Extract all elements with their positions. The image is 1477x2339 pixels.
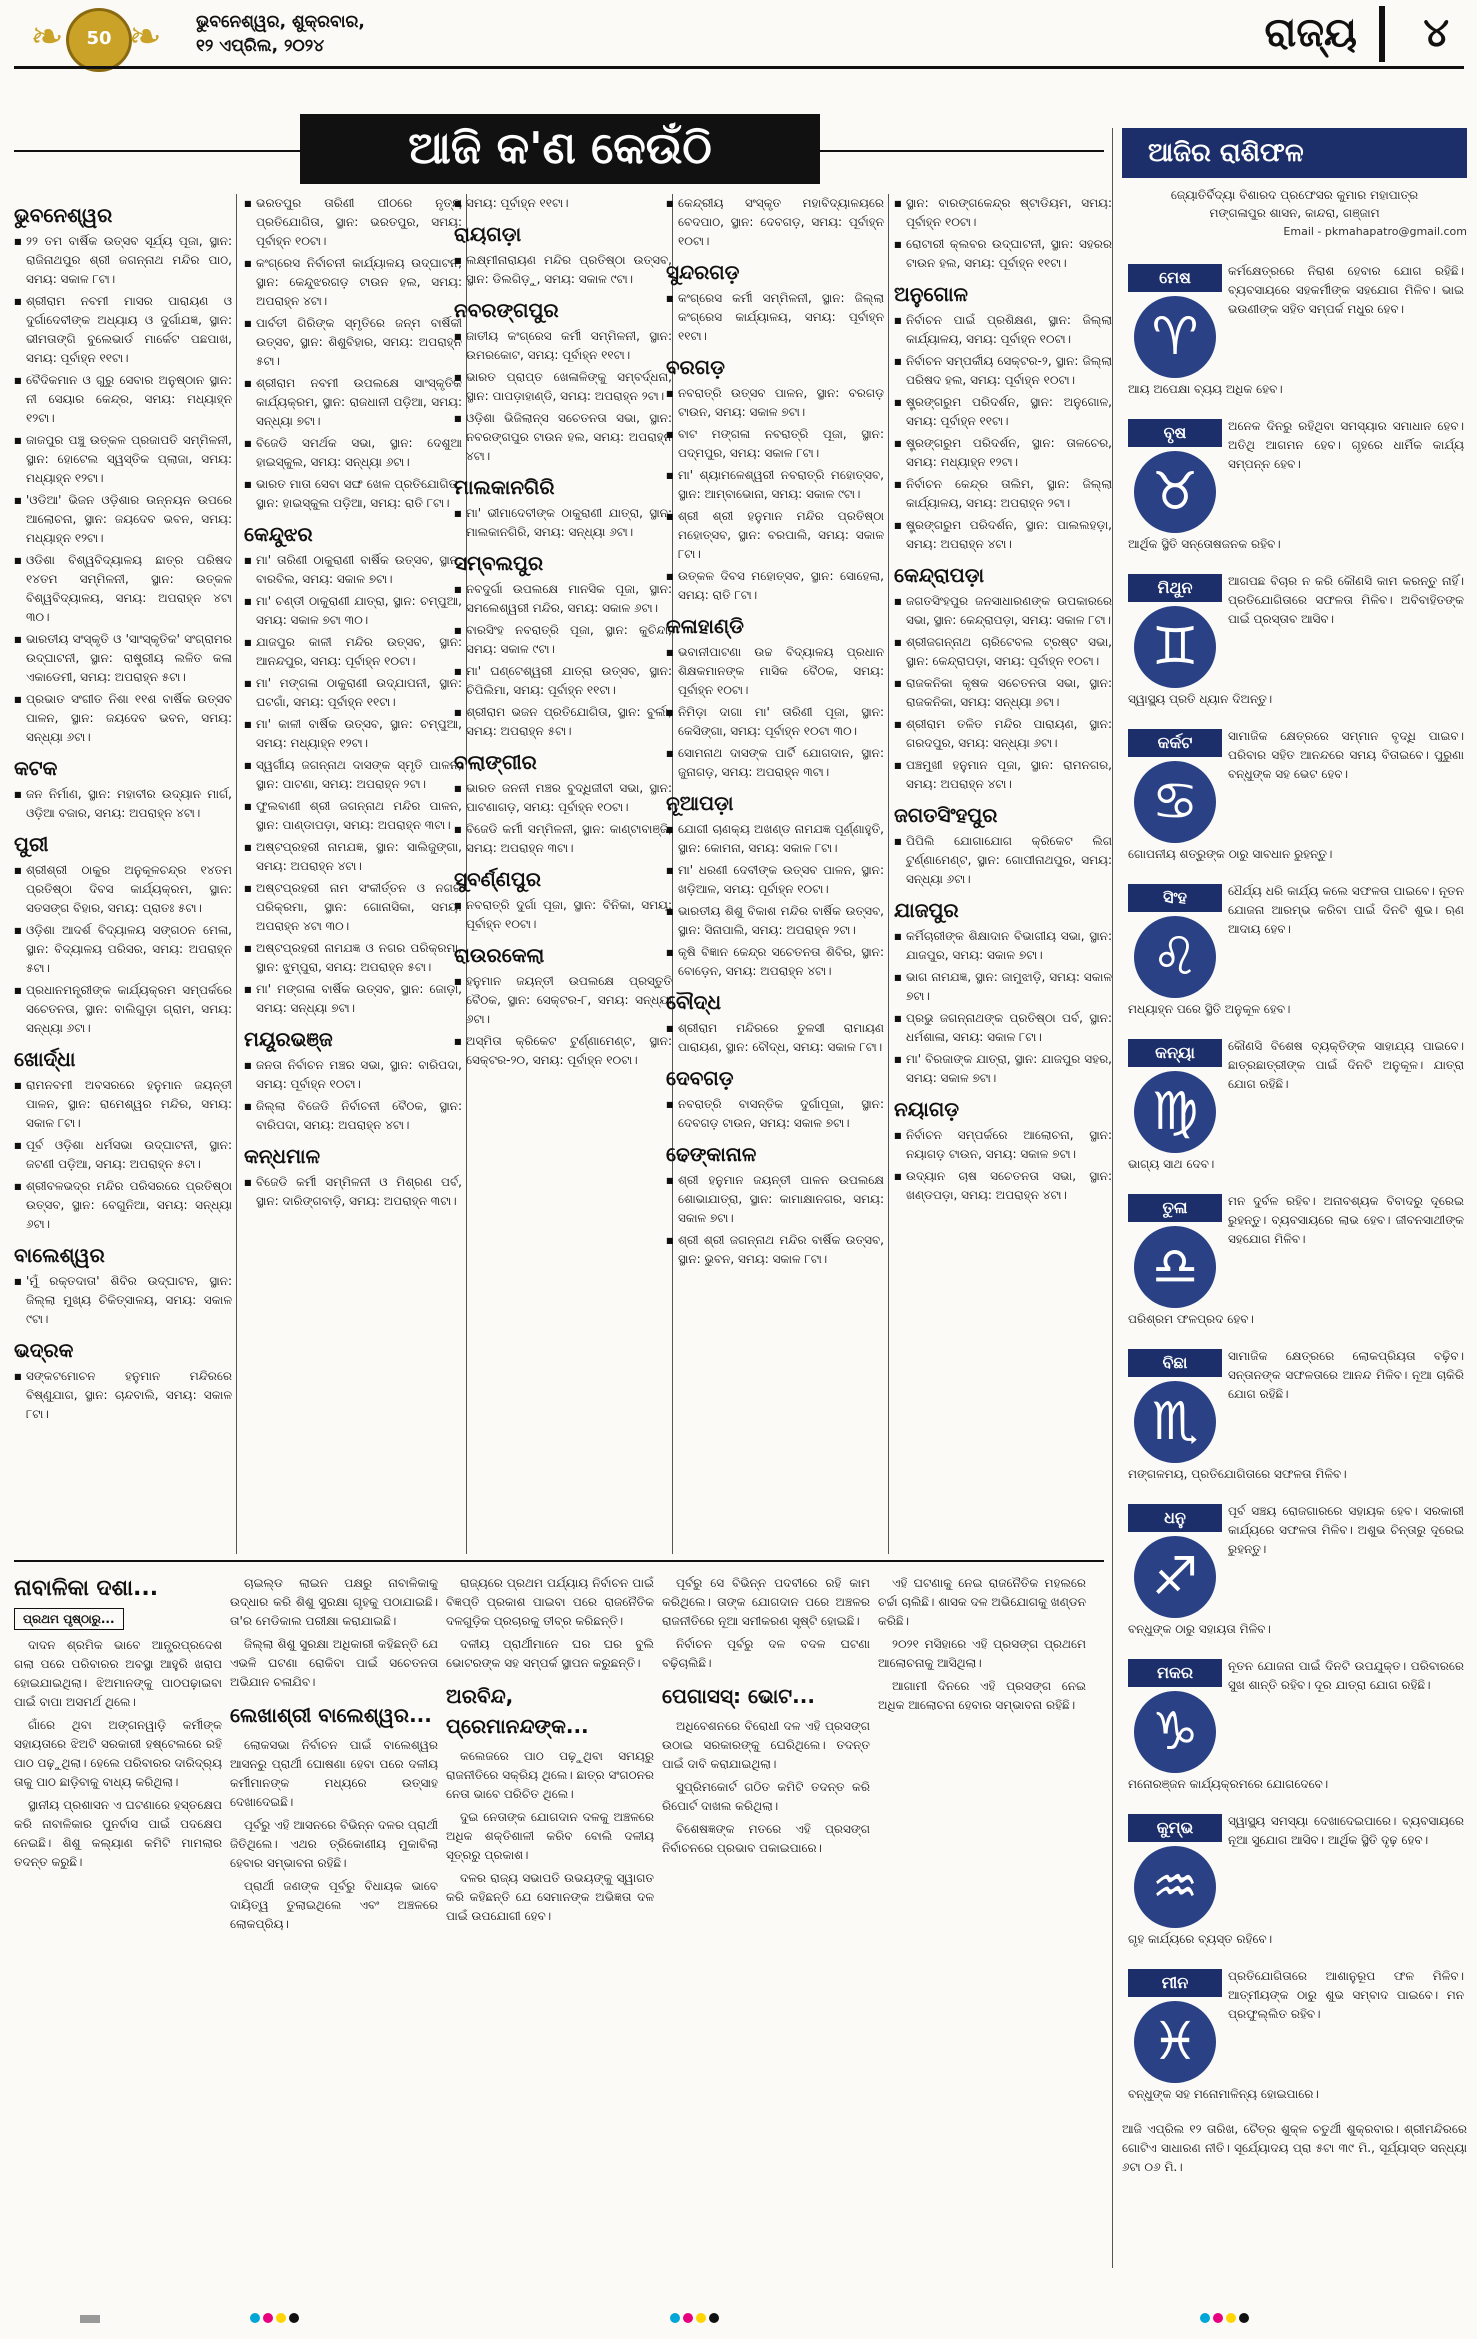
event-item: ■ ଭବାନୀପାଟଣା ଉଚ୍ଚ ବିଦ୍ୟାଳୟ ପ୍ରଧାନ ଶିକ୍ଷକମାନଙ୍କ ମାସିକ ବୈଠକ, ସମୟ: ପୂର୍ବାହ୍ନ ୧୦ଟା।	[666, 643, 884, 700]
city-heading: ପୁରୀ	[14, 832, 49, 856]
paragraph: କଲେଜରେ ପାଠ ପଢ଼ୁଥିବା ସମୟରୁ ରାଜନୀତିରେ ସକ୍ରିୟ ଥିଲେ। ଛାତ୍ର ସଂଗଠନର ନେତା ଭାବେ ପରିଚିତ ଥିଲେ।	[446, 1749, 654, 1801]
paragraph: ପୂର୍ବରୁ ସେ ବିଭିନ୍ନ ପଦବୀରେ ରହି କାମ କରିଥିଲେ। ତାଙ୍କ ଯୋଗଦାନ ପରେ ଅଞ୍ଚଳର ରାଜନୀତିରେ ନୂଆ ସମୀକରଣ ସୃଷ୍ଟି ହୋଇଛି।	[662, 1576, 870, 1628]
sign-prediction-extra: ଗୃହ କାର୍ଯ୍ୟରେ ବ୍ୟସ୍ତ ରହିବେ।	[1128, 1932, 1273, 1946]
print-footer	[0, 2290, 1477, 2339]
horoscope-sign	[1122, 260, 1467, 410]
zodiac-icon: ♒	[1134, 1846, 1216, 1928]
event-item: ■ ଜନ ନିର୍ମାଣ, ସ୍ଥାନ: ମହାବୀର ଉଦ୍ୟାନ ମାର୍ଗ, ଓଡ଼ିଆ ବଜାର, ସମୟ: ଅପରାହ୍ନ ୪ଟା।	[14, 785, 232, 823]
event-item: ■ ଶ୍ରୀଶ୍ରୀ ଠାକୁର ଅନୁକୂଳଚନ୍ଦ୍ର ୧୪ତମ ପ୍ରତିଷ୍ଠା ଦିବସ କାର୍ଯ୍ୟକ୍ରମ, ସ୍ଥାନ: ସତସଙ୍ଗ ବିହାର, ସମୟ: ପ୍ରାତଃ ୫ଟା।	[14, 861, 232, 918]
city-heading: କନ୍ଧମାଳ	[244, 1144, 321, 1168]
paragraph: ପ୍ରାର୍ଥୀ ଜଣଙ୍କ ପୂର୍ବରୁ ବିଧାୟକ ଭାବେ ଦାୟିତ୍ୱ ତୁଲାଇଥିଲେ ଏବଂ ଅଞ୍ଚଳରେ ଲୋକପ୍ରିୟ।	[230, 1879, 438, 1931]
horoscope-title: ଆଜିର ରାଶିଫଳ	[1122, 128, 1467, 178]
sign-prediction-extra: ସ୍ୱାସ୍ଥ୍ୟ ପ୍ରତି ଧ୍ୟାନ ଦିଅନ୍ତୁ।	[1128, 692, 1273, 706]
story-title: ନାବାଳିକା ଦଶା...	[14, 1576, 159, 1601]
story-body	[878, 1574, 1086, 1715]
horoscope-sign	[1122, 1345, 1467, 1495]
newspaper-logo	[22, 6, 172, 68]
sign-prediction-extra: ଆୟ ଅପେକ୍ଷା ବ୍ୟୟ ଅଧିକ ହେବ।	[1128, 382, 1283, 396]
city-heading: ଢେଙ୍କାନାଳ	[666, 1142, 757, 1166]
sign-name: ବୃଷ	[1128, 419, 1222, 447]
paragraph: ପୂର୍ବରୁ ଏହି ଆସନରେ ବିଭିନ୍ନ ଦଳର ପ୍ରାର୍ଥୀ ଜିତିଥିଲେ। ଏଥର ତ୍ରିକୋଣୀୟ ମୁକାବିଲା ହେବାର ସମ୍ଭାବନା ରହିଛି।	[230, 1818, 438, 1870]
zodiac-icon: ♓	[1134, 2001, 1216, 2083]
author-email: Email - pkmahapatro@gmail.com	[1283, 225, 1467, 238]
horoscope-author	[1122, 186, 1467, 222]
horoscope-sign	[1122, 1035, 1467, 1185]
anniversary-badge	[66, 8, 132, 72]
event-item: ■ ଭରତପୁର ତାରିଣୀ ପୀଠରେ ନୃତ୍ୟ ପ୍ରତିଯୋଗିତା, ସ୍ଥାନ: ଭରତପୁର, ସମୟ: ପୂର୍ବାହ୍ନ ୧୦ଟା।	[244, 194, 462, 251]
paragraph: ସୁପ୍ରିମକୋର୍ଟ ଗଠିତ କମିଟି ତଦନ୍ତ କରି ରିପୋର୍ଟ ଦାଖଲ କରିଥିଲା।	[662, 1780, 870, 1813]
paragraph: ରାଜ୍ୟରେ ପ୍ରଥମ ପର୍ଯ୍ୟାୟ ନିର୍ବାଚନ ପାଇଁ ବିଜ୍ଞପ୍ତି ପ୍ରକାଶ ପାଇବା ପରେ ରାଜନୈତିକ ଦଳଗୁଡ଼ିକ ପ୍ରଚାରକୁ ତୀବ୍ର କରିଛନ୍ତି।	[446, 1576, 654, 1628]
event-item: ■ ଶ୍ରୀରାମ ଭଜନ ପ୍ରତିଯୋଗିତା, ସ୍ଥାନ: ବୁର୍ଲା, ସମୟ: ଅପରାହ୍ନ ୫ଟା।	[454, 703, 672, 741]
sign-name: ମୀନ	[1128, 1969, 1222, 1997]
event-item: ■ ଭାରତୀୟ ଶିଶୁ ବିକାଶ ମନ୍ଦିର ବାର୍ଷିକ ଉତ୍ସବ, ସ୍ଥାନ: ସିନାପାଲି, ସମୟ: ଅପରାହ୍ନ ୨ଟା।	[666, 902, 884, 940]
event-item: ■ ନବଦୁର୍ଗା ଉପଲକ୍ଷେ ମାନସିକ ପୂଜା, ସ୍ଥାନ: ସମଲେଶ୍ୱରୀ ମନ୍ଦିର, ସମୟ: ସକାଳ ୬ଟା।	[454, 580, 672, 618]
top-rule	[14, 66, 1464, 69]
event-item: ■ ଜନତା ନିର୍ବାଚନ ମଞ୍ଚର ସଭା, ସ୍ଥାନ: ବାରିପଦା, ସମୟ: ପୂର୍ବାହ୍ନ ୧୦ଟା।	[244, 1056, 462, 1094]
sign-prediction: ଆଗପଛ ବିଚାର ନ କରି କୌଣସି କାମ କରନ୍ତୁ ନାହିଁ। ପ୍ରତିଯୋଗିତାରେ ସଫଳତା ମିଳିବ। ଅବିବାହିତଙ୍କ ପାଇଁ ପ୍ରସ୍ତାବ ଆସିବ।	[1228, 574, 1464, 626]
event-item: ■ କର୍ମିଚାରୀଙ୍କ ଶିକ୍ଷାଦାନ ବିଭାଗୀୟ ସଭା, ସ୍ଥାନ: ଯାଜପୁର, ସମୟ: ସକାଳ ୭ଟା।	[894, 927, 1112, 965]
continuation-column-1	[14, 1574, 222, 2274]
sign-prediction-extra: ବନ୍ଧୁଙ୍କ ଠାରୁ ସହାୟତା ମିଳିବ।	[1128, 1622, 1271, 1636]
color-dot	[1226, 2313, 1236, 2323]
sign-name: କୁମ୍ଭ	[1128, 1814, 1222, 1842]
column-divider	[888, 194, 889, 1554]
section-title: ରାଜ୍ୟ	[1264, 10, 1357, 56]
event-item: ■ ଭାରତ ପ୍ରାପ୍ତ ଖେଳାଳିଙ୍କୁ ସମ୍ବର୍ଦ୍ଧନା, ସ୍ଥାନ: ପାପଡ଼ାହାଣ୍ଡି, ସମୟ: ଅପରାହ୍ନ ୨ଟା।	[454, 368, 672, 406]
color-dot	[1239, 2313, 1249, 2323]
sign-prediction-extra: ଆର୍ଥିକ ସ୍ଥିତି ସନ୍ତୋଷଜନକ ରହିବ।	[1128, 537, 1281, 551]
events-column-2	[244, 194, 462, 1554]
sign-name: ମେଷ	[1128, 264, 1222, 292]
continued-label	[14, 1608, 222, 1630]
color-registration-marks	[670, 2308, 722, 2327]
color-dot	[289, 2313, 299, 2323]
continuation-column-3	[446, 1574, 654, 2274]
event-item: ■ ଓଡ଼ିଶା ଭିଜିଲାନ୍ସ ସଚେତନତା ସଭା, ସ୍ଥାନ: ନବରଙ୍ଗପୁର ଟାଉନ ହଲ, ସମୟ: ଅପରାହ୍ନ ୪ଟା।	[454, 409, 672, 466]
event-item: ■ ମା' କାଳୀ ବାର୍ଷିକ ଉତ୍ସବ, ସ୍ଥାନ: ଚମ୍ପୁଆ, ସମୟ: ମଧ୍ୟାହ୍ନ ୧୨ଟା।	[244, 715, 462, 753]
event-item: ■ ସୋମନାଥ ଦାସଙ୍କ ପାର୍ଟି ଯୋଗଦାନ, ସ୍ଥାନ: ଜୁନାଗଡ଼, ସମୟ: ଅପରାହ୍ନ ୩ଟା।	[666, 744, 884, 782]
sign-name: ସିଂହ	[1128, 884, 1222, 912]
sign-prediction: ନୂତନ ଯୋଜନା ପାଇଁ ଦିନଟି ଉପଯୁକ୍ତ। ପରିବାରରେ ସୁଖ ଶାନ୍ତି ରହିବ। ଦୂର ଯାତ୍ରା ଯୋଗ ରହିଛି।	[1228, 1659, 1464, 1692]
event-item: ■ ମା' ବିରଜାଙ୍କ ଯାତ୍ରା, ସ୍ଥାନ: ଯାଜପୁର ସହର, ସମୟ: ସକାଳ ୭ଟା।	[894, 1050, 1112, 1088]
events-column-3	[454, 194, 672, 1554]
event-item: ■ ଷ୍ଟ୍ରଙ୍ଗରୁମ ପରିଦର୍ଶନ, ସ୍ଥାନ: ପାଲଲହଡ଼ା, ସମୟ: ଅପରାହ୍ନ ୪ଟା।	[894, 516, 1112, 554]
city-heading: ବାଲେଶ୍ୱର	[14, 1243, 105, 1267]
story-body	[230, 1736, 438, 1934]
color-dot	[276, 2313, 286, 2323]
event-item: ■ ଶ୍ରୀରାମ ନବମୀ ଉପଲକ୍ଷେ ସାଂସ୍କୃତିକ କାର୍ଯ୍ୟକ୍ରମ, ସ୍ଥାନ: ରାଜଧାନୀ ପଡ଼ିଆ, ସମୟ: ସନ୍ଧ୍ୟା ୭ଟା।	[244, 374, 462, 431]
sign-prediction-extra: ମଙ୍ଗଳମୟ, ପ୍ରତିଯୋଗିତାରେ ସଫଳତା ମିଳିବ।	[1128, 1467, 1347, 1481]
laurel-left-icon: ❧	[30, 14, 64, 60]
masthead-divider	[1379, 6, 1385, 62]
event-item: ■ ଶ୍ରୀରାମ ତଳିତ ମନ୍ଦିର ପାରାୟଣ, ସ୍ଥାନ: ଗରଦପୁର, ସମୟ: ସନ୍ଧ୍ୟା ୬ଟା।	[894, 715, 1112, 753]
sign-prediction: ସାମାଜିକ କ୍ଷେତ୍ରରେ ସମ୍ମାନ ବୃଦ୍ଧି ପାଇବ। ପରିବାର ସହିତ ଆନନ୍ଦରେ ସମୟ ବିତାଇବେ। ପୁରୁଣା ବନ୍ଧୁଙ୍କ ସହ ଭେଟ ହେବ।	[1228, 729, 1464, 781]
event-item: ■ ମା' ମଙ୍ଗଳା ଠାକୁରାଣୀ ଉଦ୍‌ଯାପନୀ, ସ୍ଥାନ: ଘଟଗାଁ, ସମୟ: ପୂର୍ବାହ୍ନ ୧୧ଟା।	[244, 674, 462, 712]
event-item: ■ ନିମିଡ଼ା ଦାଗା ମା' ତାରିଣୀ ପୂଜା, ସ୍ଥାନ: କେସିଙ୍ଗା, ସମୟ: ପୂର୍ବାହ୍ନ ୧୦ଟା ୩୦।	[666, 703, 884, 741]
event-item: ■ ସଙ୍କଟମୋଚନ ହନୁମାନ ମନ୍ଦିରରେ ବିଷ୍ଣୁଯାଗ, ସ୍ଥାନ: ଚାନ୍ଦବାଲି, ସମୟ: ସକାଳ ୮ଟା।	[14, 1367, 232, 1424]
city-heading: ଅନୁଗୋଳ	[894, 282, 968, 306]
event-item: ■ ପ୍ରଭାତ ସଂଗୀତ ନିଶା ୧୧ଶ ବାର୍ଷିକ ଉତ୍ସବ ପାଳନ, ସ୍ଥାନ: ଜୟଦେବ ଭବନ, ସମୟ: ସନ୍ଧ୍ୟା ୬ଟା।	[14, 690, 232, 747]
zodiac-icon: ♈	[1134, 296, 1216, 378]
paragraph: ଗାଁରେ ଥିବା ଅଙ୍ଗନୱାଡ଼ି କର୍ମୀଙ୍କ ସହାୟତାରେ ଝିଅଟି ସରକାରୀ ହଷ୍ଟେଲରେ ରହି ପାଠ ପଢ଼ୁଥିଲା। ହେଲେ ପରିବାରର ଦାରିଦ୍ର୍ୟ ତାକୁ ପାଠ ଛାଡ଼ିବାକୁ ବାଧ୍ୟ କରିଥିଲା।	[14, 1718, 222, 1789]
color-dot	[670, 2313, 680, 2323]
sign-prediction: ସାମାଜିକ କ୍ଷେତ୍ରରେ ଲୋକପ୍ରିୟତା ବଢ଼ିବ। ସନ୍ତାନଙ୍କ ସଫଳତାରେ ଆନନ୍ଦ ମିଳିବ। ନୂଆ ଚାକିରି ଯୋଗ ରହିଛି।	[1228, 1349, 1464, 1401]
paragraph: ଜିଲ୍ଲା ଶିଶୁ ସୁରକ୍ଷା ଅଧିକାରୀ କହିଛନ୍ତି ଯେ ଏଭଳି ଘଟଣା ରୋକିବା ପାଇଁ ସଚେତନତା ଅଭିଯାନ ଚଳାଯିବ।	[230, 1637, 438, 1689]
city-heading: କେନ୍ଦ୍ରାପଡ଼ା	[894, 563, 985, 587]
event-item: ■ ଜଗତସିଂହପୁର ଜନସାଧାରଣଙ୍କ ଉପକାରରେ ସଭା, ସ୍ଥାନ: କେନ୍ଦ୍ରାପଡ଼ା, ସମୟ: ସକାଳ ୮ଟା।	[894, 592, 1112, 630]
event-item: ■ ନିର୍ବାଚନ ପାଇଁ ପ୍ରଶିକ୍ଷଣ, ସ୍ଥାନ: ଜିଲ୍ଲା କାର୍ଯ୍ୟାଳୟ, ସମୟ: ପୂର୍ବାହ୍ନ ୧୦ଟା।	[894, 311, 1112, 349]
event-item: ■ ଯୋଗୀ ଚାଣକ୍ୟ ଅଖଣ୍ଡ ନାମଯଜ୍ଞ ପୂର୍ଣ୍ଣାହୁତି, ସ୍ଥାନ: କୋମନା, ସମୟ: ସକାଳ ୮ଟା।	[666, 820, 884, 858]
event-item: ■ ଫୁଲବାଣୀ ଶ୍ରୀ ଜଗନ୍ନାଥ ମନ୍ଦିର ପାଳନ, ସ୍ଥାନ: ପାଣ୍ଡାପଡ଼ା, ସମୟ: ଅପରାହ୍ନ ୩ଟା।	[244, 797, 462, 835]
event-item: ■ ଶ୍ରୀରାମ ନବମୀ ମାସର ପାରାୟଣ ଓ ଦୁର୍ଗାଦେବୀଙ୍କ ଅଧ୍ୟାୟ ଓ ଦୁର୍ଗାଯଜ୍ଞ, ସ୍ଥାନ: ଭୀମତାଙ୍ଗି ବୁଲେଭାର୍ଡ ମାର୍କେଟ ପଛପାଖ, ସମୟ: ପୂର୍ବାହ୍ନ ୧୧ଟା।	[14, 292, 232, 368]
event-item: ■ ମା' ଭୀମାଦେବୀଙ୍କ ଠାକୁରାଣୀ ଯାତ୍ରା, ସ୍ଥାନ: ମାଲକାନଗିରି, ସମୟ: ସନ୍ଧ୍ୟା ୬ଟା।	[454, 504, 672, 542]
masthead	[0, 0, 1477, 72]
events-column-1	[14, 194, 232, 1554]
city-heading: ଖୋର୍ଦ୍ଧା	[14, 1047, 76, 1071]
event-item: ■ ରୋଟାରୀ କ୍ଲବର ଉଦ୍‌ଘାଟନୀ, ସ୍ଥାନ: ସହରର ଟାଉନ ହଲ, ସମୟ: ପୂର୍ବାହ୍ନ ୧୧ଟା।	[894, 235, 1112, 273]
horoscope-sign	[1122, 570, 1467, 720]
event-item: ■ ସମୟ: ପୂର୍ବାହ୍ନ ୧୧ଟା।	[454, 194, 672, 213]
city-heading: ଭଦ୍ରକ	[14, 1338, 74, 1362]
sign-prediction: କୌଣସି ବିଶେଷ ବ୍ୟକ୍ତିଙ୍କ ସାହାଯ୍ୟ ପାଇବେ। ଛାତ୍ରଛାତ୍ରୀଙ୍କ ପାଇଁ ଦିନଟି ଅନୁକୂଳ। ଯାତ୍ରା ଯୋଗ ରହିଛି।	[1228, 1039, 1464, 1091]
horoscope-sign	[1122, 880, 1467, 1030]
event-item: ■ ୨୨ ତମ ବାର୍ଷିକ ଉତ୍ସବ ସୂର୍ଯ୍ୟ ପୂଜା, ସ୍ଥାନ: ରାଜିନାଥପୁର ଶ୍ରୀ ଜଗନ୍ନାଥ ମନ୍ଦିର ପାଠ, ସମୟ: ସକାଳ ୮ଟା।	[14, 232, 232, 289]
sign-prediction: ମନ ଦୁର୍ବଳ ରହିବ। ଅନାବଶ୍ୟକ ବିବାଦରୁ ଦୂରେଇ ରୁହନ୍ତୁ। ବ୍ୟବସାୟରେ ଲାଭ ହେବ। ଜୀବନସାଥୀଙ୍କ ସହଯୋଗ ମିଳିବ।	[1228, 1194, 1464, 1246]
sign-prediction-extra: ବନ୍ଧୁଙ୍କ ସହ ମନୋମାଳିନ୍ୟ ହୋଇପାରେ।	[1128, 2087, 1319, 2101]
event-item: ■ ବାଟ ମଙ୍ଗଳା ନବରାତ୍ରି ପୂଜା, ସ୍ଥାନ: ପଦ୍ମପୁର, ସମୟ: ସକାଳ ୮ଟା।	[666, 425, 884, 463]
event-item: ■ ଓଡ଼ିଶା ଆଦର୍ଶ ବିଦ୍ୟାଳୟ ସଙ୍ଗଠନ ମେଳା, ସ୍ଥାନ: ବିଦ୍ୟାଳୟ ପରିସର, ସମୟ: ଅପରାହ୍ନ ୫ଟା।	[14, 921, 232, 978]
event-item: ■ ବୈଦିକମାନ ଓ ଗୁରୁ ସେବାର ଅନୁଷ୍ଠାନ ସ୍ଥାନ: ନୀ ସେୟାର କେନ୍ଦ୍ର, ସମୟ: ମଧ୍ୟାହ୍ନ ୧୨ଟା।	[14, 371, 232, 428]
event-item: ■ କେନ୍ଦ୍ରୀୟ ସଂସ୍କୃତ ମହାବିଦ୍ୟାଳୟରେ ବେଦପାଠ, ସ୍ଥାନ: ଦେବଗଡ଼, ସମୟ: ପୂର୍ବାହ୍ନ ୧୦ଟା।	[666, 194, 884, 251]
paragraph: ସ୍ଥାନୀୟ ପ୍ରଶାସନ ଏ ଘଟଣାରେ ହସ୍ତକ୍ଷେପ କରି ନାବାଳିକାର ପୁନର୍ବାସ ପାଇଁ ପଦକ୍ଷେପ ନେଇଛି। ଶିଶୁ କଲ୍ୟାଣ କମିଟି ମାମଲାର ତଦନ୍ତ କରୁଛି।	[14, 1798, 222, 1869]
event-item: ■ ରାମନବମୀ ଅବସରରେ ହନୁମାନ ଜୟନ୍ତୀ ପାଳନ, ସ୍ଥାନ: ରାମେଶ୍ୱର ମନ୍ଦିର, ସମୟ: ସକାଳ ୮ଟା।	[14, 1076, 232, 1133]
events-column-5	[894, 194, 1112, 1554]
event-item: ■ ପ୍ରଭୁ ଜଗନ୍ନାଥଙ୍କ ପ୍ରତିଷ୍ଠା ପର୍ବ, ସ୍ଥାନ: ଧର୍ମଶାଳା, ସମୟ: ସକାଳ ୮ଟା।	[894, 1009, 1112, 1047]
story-body	[662, 1717, 870, 1858]
story-heading: ଲେଖାଶ୍ରୀ ବାଲେଶ୍ୱର...	[230, 1703, 432, 1727]
event-item: ■ ଭାରତ ମାତା ସେବା ସଙ୍ଘ ଖେଳ ପ୍ରତିଯୋଗିତା, ସ୍ଥାନ: ହାଇସ୍କୁଲ ପଡ଼ିଆ, ସମୟ: ରାତି ୮ଟା।	[244, 475, 462, 513]
continuation-column-5	[878, 1574, 1086, 2274]
event-item: ■ ଶ୍ରୀବଳଭଦ୍ର ମନ୍ଦିର ପରିସରରେ ପ୍ରତିଷ୍ଠା ଉତ୍ସବ, ସ୍ଥାନ: ବେଗୁନିଆ, ସମୟ: ସନ୍ଧ୍ୟା ୬ଟା।	[14, 1177, 232, 1234]
city-heading: ନବରଙ୍ଗପୁର	[454, 298, 559, 322]
event-item: ■ ଷ୍ଟ୍ରଙ୍ଗରୁମ ପରିଦର୍ଶନ, ସ୍ଥାନ: ତାଳଚେର, ସମୟ: ମଧ୍ୟାହ୍ନ ୧୨ଟା।	[894, 434, 1112, 472]
event-item: ■ ନିର୍ବାଚନ ସମ୍ପର୍କରେ ଆଲୋଚନା, ସ୍ଥାନ: ନୟାଗଡ଼ ଟାଉନ, ସମୟ: ସକାଳ ୭ଟା।	[894, 1126, 1112, 1164]
sign-prediction: କର୍ମକ୍ଷେତ୍ରରେ ନିରାଶ ହେବାର ଯୋଗ ରହିଛି। ବ୍ୟବସାୟରେ ସହକର୍ମୀଙ୍କ ସହଯୋଗ ମିଳିବ। ଭାଇ ଭଉଣୀଙ୍କ ସହିତ ସମ୍ପର୍କ ମଧୁର ହେବ।	[1228, 264, 1464, 316]
city-heading: ବଲାଙ୍ଗୀର	[454, 750, 537, 774]
city-heading: ସୁବର୍ଣ୍ଣପୁର	[454, 867, 542, 891]
story-body	[446, 1747, 654, 1926]
city-heading: ବରଗଡ଼	[666, 355, 725, 379]
city-heading: ଦେବଗଡ଼	[666, 1066, 734, 1090]
author-name: ଜ୍ୟୋତିର୍ବିଦ୍ୟା ବିଶାରଦ ପ୍ରଫେସର କୁମାର ମହାପାତ୍ର	[1170, 188, 1419, 202]
color-dot	[250, 2313, 260, 2323]
paragraph: ଆଗାମୀ ଦିନରେ ଏହି ପ୍ରସଙ୍ଗ ନେଇ ଅଧିକ ଆଲୋଚନା ହେବାର ସମ୍ଭାବନା ରହିଛି।	[878, 1679, 1086, 1712]
event-item: ■ ଜିଲ୍ଲା ବିଜେଡି ନିର୍ବାଚନୀ ବୈଠକ, ସ୍ଥାନ: ବାରିପଦା, ସମୟ: ଅପରାହ୍ନ ୪ଟା।	[244, 1097, 462, 1135]
paragraph: ଦାଦନ ଶ୍ରମିକ ଭାବେ ଆନ୍ଧ୍ରପ୍ରଦେଶ ଗଲା ପରେ ପରିବାରର ଅବସ୍ଥା ଆହୁରି ଖରାପ ହୋଇଯାଇଥିଲା। ଝିଅମାନଙ୍କୁ ପାଠପଢ଼ାଇବା ପାଇଁ ବାପା ଅସମର୍ଥ ଥିଲେ।	[14, 1638, 222, 1709]
sign-prediction: ସ୍ୱାସ୍ଥ୍ୟ ସମସ୍ୟା ଦେଖାଦେଇପାରେ। ବ୍ୟବସାୟରେ ନୂଆ ସୁଯୋଗ ଆସିବ। ଆର୍ଥିକ ସ୍ଥିତି ଦୃଢ଼ ହେବ।	[1228, 1814, 1464, 1847]
horoscope-sign	[1122, 1655, 1467, 1805]
paragraph: ଦଳର ରାଜ୍ୟ ସଭାପତି ଉଭୟଙ୍କୁ ସ୍ୱାଗତ କରି କହିଛନ୍ତି ଯେ ସେମାନଙ୍କ ଅଭିଜ୍ଞତା ଦଳ ପାଇଁ ଉପଯୋଗୀ ହେବ।	[446, 1871, 654, 1923]
event-item: ■ କଂଗ୍ରେସ କର୍ମୀ ସମ୍ମିଳନୀ, ସ୍ଥାନ: ଜିଲ୍ଲା କଂଗ୍ରେସ କାର୍ଯ୍ୟାଳୟ, ସମୟ: ପୂର୍ବାହ୍ନ ୧୧ଟା।	[666, 289, 884, 346]
event-item: ■ ପିପିଲି ଯୋଗାଯୋଗ କ୍ରିକେଟ ଲିଗ ଟୁର୍ଣ୍ଣାମେଣ୍ଟ, ସ୍ଥାନ: ଗୋପୀନାଥପୁର, ସମୟ: ସନ୍ଧ୍ୟା ୬ଟା।	[894, 832, 1112, 889]
event-item: ■ ନବରାତ୍ରି ଉତ୍ସବ ପାଳନ, ସ୍ଥାନ: ବରଗଡ଼ ଟାଉନ, ସମୟ: ସକାଳ ୭ଟା।	[666, 384, 884, 422]
event-item: ■ ଅଷ୍ଟପ୍ରହରୀ ନାମଯଜ୍ଞ ଓ ନଗର ପରିକ୍ରମା, ସ୍ଥାନ: ଝୁମ୍ପୁରା, ସମୟ: ଅପରାହ୍ନ ୫ଟା।	[244, 939, 462, 977]
continuation-column-2	[230, 1574, 438, 2274]
event-item: ■ 'ଓଡିଆ' ଭିଜନ ଓଡ଼ିଶାର ଉନ୍ନୟନ ଉପରେ ଆଲୋଚନା, ସ୍ଥାନ: ଜୟଦେବ ଭବନ, ସମୟ: ମଧ୍ୟାହ୍ନ ୧୨ଟା।	[14, 491, 232, 548]
paragraph: ଦୁଇ ନେତାଙ୍କ ଯୋଗଦାନ ଦଳକୁ ଅଞ୍ଚଳରେ ଅଧିକ ଶକ୍ତିଶାଳୀ କରିବ ବୋଲି ଦଳୀୟ ସୂତ୍ରରୁ ପ୍ରକାଶ।	[446, 1810, 654, 1862]
horoscope-sign	[1122, 1190, 1467, 1340]
zodiac-icon: ♑	[1134, 1691, 1216, 1773]
event-item: ■ ବିଜେଡି କର୍ମୀ ସମ୍ମିଳନୀ ଓ ମିଶ୍ରଣ ପର୍ବ, ସ୍ଥାନ: ଦାରିଙ୍ଗବାଡ଼ି, ସମୟ: ଅପରାହ୍ନ ୩ଟା।	[244, 1173, 462, 1211]
event-item: ■ ମା' ମଙ୍ଗଳା ବାର୍ଷିକ ଉତ୍ସବ, ସ୍ଥାନ: ଜୋଡ଼ା, ସମୟ: ସନ୍ଧ୍ୟା ୭ଟା।	[244, 980, 462, 1018]
event-item: ■ ରାଜକନିକା କୃଷକ ସଚେତନତା ସଭା, ସ୍ଥାନ: ରାଜକନିକା, ସମୟ: ସନ୍ଧ୍ୟା ୬ଟା।	[894, 674, 1112, 712]
zodiac-icon: ♐	[1134, 1536, 1216, 1618]
horoscope-sidebar	[1122, 128, 1467, 2258]
horoscope-sign	[1122, 1965, 1467, 2115]
registration-mark	[80, 2308, 103, 2327]
event-item: ■ ଶ୍ରୀରାମ ମନ୍ଦିରରେ ତୁଳସୀ ରାମାୟଣ ପାରାୟଣ, ସ୍ଥାନ: ବୌଦ୍ଧ, ସମୟ: ସକାଳ ୮ଟା।	[666, 1019, 884, 1057]
horoscope-sign	[1122, 415, 1467, 565]
paragraph: ଦଳୀୟ ପ୍ରାର୍ଥୀମାନେ ଘର ଘର ବୁଲି ଭୋଟରଙ୍କ ସହ ସମ୍ପର୍କ ସ୍ଥାପନ କରୁଛନ୍ତି।	[446, 1637, 654, 1670]
event-item: ■ ବିଜେଡି କର୍ମୀ ସମ୍ମିଳନୀ, ସ୍ଥାନ: କାଣ୍ଟାବାଞ୍ଜି, ସମୟ: ଅପରାହ୍ନ ୩ଟା।	[454, 820, 672, 858]
event-item: ■ ବାରସିଂହ ନବରାତ୍ରି ପୂଜା, ସ୍ଥାନ: କୁଚିନ୍ଦା, ସମୟ: ସକାଳ ୯ଟା।	[454, 621, 672, 659]
zodiac-icon: ♊	[1134, 606, 1216, 688]
zodiac-icon: ♍	[1134, 1071, 1216, 1153]
paragraph: ବିଶେଷଜ୍ଞଙ୍କ ମତରେ ଏହି ପ୍ରସଙ୍ଗ ନିର୍ବାଚନରେ ପ୍ରଭାବ ପକାଇପାରେ।	[662, 1822, 870, 1855]
event-item: ■ ପଞ୍ଚମୁଖୀ ହନୁମାନ ପୂଜା, ସ୍ଥାନ: ରାମନଗର, ସମୟ: ଅପରାହ୍ନ ୪ଟା।	[894, 756, 1112, 794]
city-heading: କେନ୍ଦୁଝର	[244, 522, 313, 546]
sign-prediction-extra: ମଧ୍ୟାହ୍ନ ପରେ ସ୍ଥିତି ଅନୁକୂଳ ହେବ।	[1128, 1002, 1291, 1016]
event-item: ■ ସ୍ଥାନ: ବାରଙ୍ଗକେନ୍ଦ୍ର ଷ୍ଟାଡିୟମ, ସମୟ: ପୂର୍ବାହ୍ନ ୧୦ଟା।	[894, 194, 1112, 232]
column-divider	[236, 194, 237, 1554]
badge-number: 50	[86, 28, 112, 49]
story-heading	[14, 1574, 222, 1604]
color-dot	[263, 2313, 273, 2323]
event-item: ■ ପୂର୍ବ ଓଡ଼ିଶା ଧର୍ମସଭା ଉଦ୍‌ଘାଟନୀ, ସ୍ଥାନ: ଜଟଣୀ ପଡ଼ିଆ, ସମୟ: ଅପରାହ୍ନ ୫ଟା।	[14, 1136, 232, 1174]
event-item: ■ ପାର୍ବତୀ ଗିରିଙ୍କ ସ୍ମୃତିରେ ଜନ୍ମ ବାର୍ଷିକୀ ଉତ୍ସବ, ସ୍ଥାନ: ଶିଶୁବିହାର, ସମୟ: ଅପରାହ୍ନ ୫ଟା।	[244, 314, 462, 371]
sign-name: ବିଛା	[1128, 1349, 1222, 1377]
sign-prediction-extra: ଭାଗ୍ୟ ସାଥ ଦେବ।	[1128, 1157, 1215, 1171]
continuation-rule	[14, 1560, 1104, 1562]
paragraph: ଚାଇଲ୍ଡ ଲାଇନ ପକ୍ଷରୁ ନାବାଳିକାକୁ ଉଦ୍ଧାର କରି ଶିଶୁ ସୁରକ୍ଷା ଗୃହକୁ ପଠାଯାଇଛି। ତା'ର ମେଡିକାଲ ପରୀକ୍ଷା କରାଯାଇଛି।	[230, 1576, 438, 1628]
author-place: ମଙ୍ଗଳାପୁର ଶାସନ, କାନ୍ଦରା, ଗଞ୍ଜାମ	[1209, 206, 1380, 220]
sign-name: ମିଥୁନ	[1128, 574, 1222, 602]
event-item: ■ ବିଜେଡି ସମର୍ଥକ ସଭା, ସ୍ଥାନ: ଦେଶୁଆ ହାଇସ୍କୁଲ, ସମୟ: ସନ୍ଧ୍ୟା ୬ଟା।	[244, 434, 462, 472]
story-heading: ପେଗାସସ୍‌: ଭୋଟ...	[662, 1684, 815, 1708]
sign-prediction: ଅନେକ ଦିନରୁ ରହିଥିବା ସମସ୍ୟାର ସମାଧାନ ହେବ। ଅତିଥି ଆଗମନ ହେବ। ଗୃହରେ ଧାର୍ମିକ କାର୍ଯ୍ୟ ସମ୍ପନ୍ନ ହେବ।	[1228, 419, 1464, 471]
event-item: ■ ଅଷ୍ଟପ୍ରହରୀ ନାମଯଜ୍ଞ, ସ୍ଥାନ: ସାଲିଜୁଙ୍ଗା, ସମୟ: ଅପରାହ୍ନ ୪ଟା।	[244, 838, 462, 876]
event-item: ■ ସ୍ୱର୍ଗୀୟ ଜଗନ୍ନାଥ ଦାସଙ୍କ ସ୍ମୃତି ପାଳନ, ସ୍ଥାନ: ପାଟଣା, ସମୟ: ଅପରାହ୍ନ ୨ଟା।	[244, 756, 462, 794]
event-item: ■ ଅଷ୍ଟପ୍ରହରୀ ନାମ ସଂକୀର୍ତ୍ତନ ଓ ନଗର ପରିକ୍ରମା, ସ୍ଥାନ: ଗୋନାସିକା, ସମୟ: ଅପରାହ୍ନ ୪ଟା ୩୦।	[244, 879, 462, 936]
event-item: ■ ଶ୍ରୀ ଶ୍ରୀ ହନୁମାନ ମନ୍ଦିର ପ୍ରତିଷ୍ଠା ମହୋତ୍ସବ, ସ୍ଥାନ: ବରପାଲି, ସମୟ: ସକାଳ ୮ଟା।	[666, 507, 884, 564]
city-heading: ଭୁବନେଶ୍ୱର	[14, 203, 113, 227]
sign-prediction: ପୂର୍ବ ସଞ୍ଚୟ ରୋଜଗାରରେ ସହାୟକ ହେବ। ସରକାରୀ କାର୍ଯ୍ୟରେ ସଫଳତା ମିଳିବ। ଅଶୁଭ ଚିନ୍ତାରୁ ଦୂରେଇ ରୁହନ୍ତୁ।	[1228, 1504, 1464, 1556]
paragraph: ୨୦୨୧ ମସିହାରେ ଏହି ପ୍ରସଙ୍ଗ ପ୍ରଥମେ ଆଲୋଚନାକୁ ଆସିଥିଲା।	[878, 1637, 1086, 1670]
event-item: ■ ନବରାତ୍ରି ଦୁର୍ଗା ପୂଜା, ସ୍ଥାନ: ବିନିକା, ସମୟ: ପୂର୍ବାହ୍ନ ୧୦ଟା।	[454, 896, 672, 934]
zodiac-icon: ♏	[1134, 1381, 1216, 1463]
event-item: ■ ଅସ୍ମିତା କ୍ରିକେଟ ଟୁର୍ଣ୍ଣାମେଣ୍ଟ, ସ୍ଥାନ: ସେକ୍ଟର-୨୦, ସମୟ: ପୂର୍ବାହ୍ନ ୧୦ଟା।	[454, 1032, 672, 1070]
city-heading: କଳାହାଣ୍ଡି	[666, 614, 744, 638]
color-registration-marks	[250, 2308, 302, 2327]
continuation-column-4	[662, 1574, 870, 2274]
zodiac-icon: ♎	[1134, 1226, 1216, 1308]
event-item: ■ ମା' ଘଣ୍ଟେଶ୍ୱରୀ ଯାତ୍ରା ଉତ୍ସବ, ସ୍ଥାନ: ଚିପିଲିମା, ସମୟ: ପୂର୍ବାହ୍ନ ୧୧ଟା।	[454, 662, 672, 700]
event-item: ■ ନିର୍ବାଚନ କେନ୍ଦ୍ର ତାଲିମ, ସ୍ଥାନ: ଜିଲ୍ଲା କାର୍ଯ୍ୟାଳୟ, ସମୟ: ଅପରାହ୍ନ ୨ଟା।	[894, 475, 1112, 513]
paragraph: ଅଧିବେଶନରେ ବିରୋଧୀ ଦଳ ଏହି ପ୍ରସଙ୍ଗ ଉଠାଇ ସରକାରଙ୍କୁ ଘେରିଥିଲେ। ତଦନ୍ତ ପାଇଁ ଦାବି କରାଯାଇଥିଲା।	[662, 1719, 870, 1771]
dateline-date: ୧୨ ଏପ୍ରିଲ, ୨୦୨୪	[196, 36, 325, 56]
events-banner: ଆଜି କ'ଣ କେଉଁଠି	[300, 114, 820, 184]
event-item: ■ ପ୍ରଧାନମନ୍ତ୍ରୀଙ୍କ କାର୍ଯ୍ୟକ୍ରମ ସମ୍ପର୍କରେ ସଚେତନତା, ସ୍ଥାନ: ବାଲିଗୁଡ଼ା ଗ୍ରାମ, ସମୟ: ସନ୍ଧ୍ୟା ୬ଟା।	[14, 981, 232, 1038]
event-item: ■ ମା' ଶ୍ୟାମଳେଶ୍ୱରୀ ନବରାତ୍ରି ମହୋତ୍ସବ, ସ୍ଥାନ: ଆମ୍ବାଭୋନା, ସମୟ: ସକାଳ ୯ଟା।	[666, 466, 884, 504]
zodiac-icon: ♌	[1134, 916, 1216, 998]
event-item: ■ ଶ୍ରୀଜଗନ୍ନାଥ ଚାରିଟେବଲ ଟ୍ରଷ୍ଟ ସଭା, ସ୍ଥାନ: କେନ୍ଦ୍ରାପଡ଼ା, ସମୟ: ପୂର୍ବାହ୍ନ ୧୦ଟା।	[894, 633, 1112, 671]
city-heading: ବୌଦ୍ଧ	[666, 990, 721, 1014]
sign-prediction-extra: ଗୋପନୀୟ ଶତ୍ରୁଙ୍କ ଠାରୁ ସାବଧାନ ରୁହନ୍ତୁ।	[1128, 847, 1333, 861]
sidebar-divider	[1112, 128, 1113, 2268]
horoscope-sign	[1122, 1500, 1467, 1650]
paragraph: ନିର୍ବାଚନ ପୂର୍ବରୁ ଦଳ ବଦଳ ଘଟଣା ବଢ଼ିଚାଲିଛି।	[662, 1637, 870, 1670]
sign-name: କର୍କଟ	[1128, 729, 1222, 757]
sign-name: କନ୍ୟା	[1128, 1039, 1222, 1067]
events-column-4	[666, 194, 884, 1554]
city-heading: ଯାଜପୁର	[894, 898, 959, 922]
story-body	[446, 1574, 654, 1673]
city-heading: ମୟୂରଭଞ୍ଜ	[244, 1027, 333, 1051]
city-heading: କଟକ	[14, 756, 58, 780]
laurel-right-icon: ❧	[128, 14, 162, 60]
story-body	[662, 1574, 870, 1673]
event-item: ■ ମା' ଧରଣୀ ଦେବୀଙ୍କ ଉତ୍ସବ ପାଳନ, ସ୍ଥାନ: ଖଡ଼ିଆଳ, ସମୟ: ପୂର୍ବାହ୍ନ ୧୦ଟା।	[666, 861, 884, 899]
story-heading: ଅରବିନ୍ଦ, ପ୍ରେମାନନ୍ଦଙ୍କ...	[446, 1684, 589, 1738]
sign-prediction-extra: ମନୋରଞ୍ଜନ କାର୍ଯ୍ୟକ୍ରମରେ ଯୋଗଦେବେ।	[1128, 1777, 1329, 1791]
event-item: ■ ଉତ୍କଳ ଦିବସ ମହୋତ୍ସବ, ସ୍ଥାନ: ସୋହେଲା, ସମୟ: ରାତି ୮ଟା।	[666, 567, 884, 605]
city-heading: ରାଉରକେଲା	[454, 943, 545, 967]
city-heading: ସୁନ୍ଦରଗଡ଼	[666, 260, 740, 284]
color-dot	[683, 2313, 693, 2323]
paragraph: ଏହି ଘଟଣାକୁ ନେଇ ରାଜନୈତିକ ମହଲରେ ଚର୍ଚ୍ଚା ଚାଲିଛି। ଶାସକ ଦଳ ଅଭିଯୋଗକୁ ଖଣ୍ଡନ କରିଛି।	[878, 1576, 1086, 1628]
paragraph: ଲୋକସଭା ନିର୍ବାଚନ ପାଇଁ ବାଲେଶ୍ୱର ଆସନରୁ ପ୍ରାର୍ଥୀ ଘୋଷଣା ହେବା ପରେ ଦଳୀୟ କର୍ମୀମାନଙ୍କ ମଧ୍ୟରେ ଉତ୍ସାହ ଦେଖାଦେଇଛି।	[230, 1738, 438, 1809]
sign-prediction-extra: ପରିଶ୍ରମ ଫଳପ୍ରଦ ହେବ।	[1128, 1312, 1254, 1326]
event-item: ■ ନିର୍ବାଚନ ସମ୍ପର୍କୀୟ ସେକ୍ଟର-୨, ସ୍ଥାନ: ଜିଲ୍ଲା ପରିଷଦ ହଲ, ସମୟ: ପୂର୍ବାହ୍ନ ୧୦ଟା।	[894, 352, 1112, 390]
event-item: ■ ହନୁମାନ ଜୟନ୍ତୀ ଉପଲକ୍ଷେ ପ୍ରସ୍ତୁତି ବୈଠକ, ସ୍ଥାନ: ସେକ୍ଟର-୮, ସମୟ: ସନ୍ଧ୍ୟା ୬ଟା।	[454, 972, 672, 1029]
event-item: ■ ଶ୍ରୀ ଶ୍ରୀ ଜଗନ୍ନାଥ ମନ୍ଦିର ବାର୍ଷିକ ଉତ୍ସବ, ସ୍ଥାନ: ଭୁବନ, ସମୟ: ସକାଳ ୮ଟା।	[666, 1231, 884, 1269]
city-heading: ନୂଆପଡ଼ା	[666, 791, 734, 815]
panchang-text: ଆଜି ଏପ୍ରିଲ ୧୨ ତାରିଖ, ଚୈତ୍ର ଶୁକ୍ଳ ଚତୁର୍ଥୀ ଶୁକ୍ରବାର। ଶ୍ରୀମନ୍ଦିରରେ ଗୋଟିଏ ସାଧାରଣ ନୀତି। ସୂର୍ଯ୍ୟୋଦୟ ପ୍ରା ୫ଟା ୩୯ ମି., ସୂର୍ଯ୍ୟାସ୍ତ ସନ୍ଧ୍ୟା ୬ଟା ୦୬ ମି.।	[1122, 2122, 1467, 2174]
sign-prediction: ପ୍ରତିଯୋଗିତାରେ ଆଶାନୁରୂପ ଫଳ ମିଳିବ। ଆତ୍ମୀୟଙ୍କ ଠାରୁ ଶୁଭ ସମ୍ବାଦ ପାଇବେ। ମନ ପ୍ରଫୁଲ୍ଲିତ ରହିବ।	[1228, 1969, 1464, 2021]
city-heading: ମାଲକାନଗିରି	[454, 475, 555, 499]
zodiac-icon: ♋	[1134, 761, 1216, 843]
city-heading: ସମ୍ବଲପୁର	[454, 551, 544, 575]
event-item: ■ କଂଗ୍ରେସ ନିର୍ବାଚନୀ କାର୍ଯ୍ୟାଳୟ ଉଦ୍‌ଘାଟନ, ସ୍ଥାନ: କେନ୍ଦୁଝରଗଡ଼ ଟାଉନ ହଲ, ସମୟ: ଅପରାହ୍ନ ୪ଟା।	[244, 254, 462, 311]
sign-name: ଧନୁ	[1128, 1504, 1222, 1532]
color-dot	[1213, 2313, 1223, 2323]
city-heading: ରାୟଗଡ଼ା	[454, 222, 522, 246]
event-item: ■ ଭାରତ ଜନନୀ ମଞ୍ଚର ବୁଦ୍ଧିଜୀବୀ ସଭା, ସ୍ଥାନ: ପାଟଣାଗଡ଼, ସମୟ: ପୂର୍ବାହ୍ନ ୧୦ଟା।	[454, 779, 672, 817]
continued-badge: ପ୍ରଥମ ପୃଷ୍ଠାରୁ...	[14, 1608, 124, 1630]
sign-name: ମକର	[1128, 1659, 1222, 1687]
event-item: ■ ମା' ତାରିଣୀ ଠାକୁରାଣୀ ବାର୍ଷିକ ଉତ୍ସବ, ସ୍ଥାନ: ବାରବିଲ, ସମୟ: ସକାଳ ୭ଟା।	[244, 551, 462, 589]
event-item: ■ କୃଷି ବିଜ୍ଞାନ କେନ୍ଦ୍ର ସଚେତନତା ଶିବିର, ସ୍ଥାନ: ବୋଡ଼େନ, ସମୟ: ଅପରାହ୍ନ ୪ଟା।	[666, 943, 884, 981]
dateline-day: ଭୁବନେଶ୍ୱର, ଶୁକ୍ରବାର,	[196, 12, 365, 32]
event-item: ■ 'ମୁଁ ରକ୍ତଦାତା' ଶିବିର ଉଦ୍‌ଘାଟନ, ସ୍ଥାନ: ଜିଲ୍ଲା ମୁଖ୍ୟ ଚିକିତ୍ସାଳୟ, ସମୟ: ସକାଳ ୯ଟା।	[14, 1272, 232, 1329]
event-item: ■ ଉଦ୍ୟାନ ଚାଷ ସଚେତନତା ସଭା, ସ୍ଥାନ: ଖଣ୍ଡପଡ଼ା, ସମୟ: ଅପରାହ୍ନ ୪ଟା।	[894, 1167, 1112, 1205]
event-item: ■ ଓଡିଶା ବିଶ୍ୱବିଦ୍ୟାଳୟ ଛାତ୍ର ପରିଷଦ ୧୪ତମ ସମ୍ମିଳନୀ, ସ୍ଥାନ: ଉତ୍କଳ ବିଶ୍ୱବିଦ୍ୟାଳୟ, ସମୟ: ଅପରାହ୍ନ ୪ଟା ୩୦।	[14, 551, 232, 627]
color-dot	[696, 2313, 706, 2323]
horoscope-sign	[1122, 725, 1467, 875]
event-item: ■ ଲକ୍ଷ୍ମୀନାରାୟଣ ମନ୍ଦିର ପ୍ରତିଷ୍ଠା ଉତ୍ସବ, ସ୍ଥାନ: ଡିଲଗିଡ଼ୁ, ସମୟ: ସକାଳ ୯ଟା।	[454, 251, 672, 289]
story-body	[14, 1636, 222, 1872]
horoscope-sign	[1122, 1810, 1467, 1960]
event-item: ■ ନବରାତ୍ରି ବାସନ୍ତିକ ଦୁର୍ଗାପୂଜା, ସ୍ଥାନ: ଦେବଗଡ଼ ଟାଉନ, ସମୟ: ସକାଳ ୭ଟା।	[666, 1095, 884, 1133]
city-heading: ନୟାଗଡ଼	[894, 1097, 960, 1121]
event-item: ■ ଯାଜପୁର କାଳୀ ମନ୍ଦିର ଉତ୍ସବ, ସ୍ଥାନ: ଆନନ୍ଦପୁର, ସମୟ: ପୂର୍ବାହ୍ନ ୧୦ଟା।	[244, 633, 462, 671]
event-item: ■ ଭାଗ ନାମଯଜ୍ଞ, ସ୍ଥାନ: ଜାମୁଝାଡ଼ି, ସମୟ: ସକାଳ ୭ଟା।	[894, 968, 1112, 1006]
event-item: ■ ଜାଜପୁର ପଞ୍ଚୁ ଉତ୍କଳ ପ୍ରଜାପତି ସମ୍ମିଳନୀ, ସ୍ଥାନ: ହୋଟେଲ ସ୍ୱସ୍ତିକ ପ୍ଲାଜା, ସମୟ: ମଧ୍ୟାହ୍ନ ୧୨ଟା।	[14, 431, 232, 488]
color-dot	[709, 2313, 719, 2323]
zodiac-icon: ♉	[1134, 451, 1216, 533]
color-registration-marks	[1200, 2308, 1252, 2327]
dateline	[196, 10, 365, 58]
sign-name: ତୁଳା	[1128, 1194, 1222, 1222]
event-item: ■ ଶ୍ରୀ ହନୁମାନ ଜୟନ୍ତୀ ପାଳନ ଉପଲକ୍ଷେ ଶୋଭାଯାତ୍ରା, ସ୍ଥାନ: କାମାକ୍ଷାନଗର, ସମୟ: ସକାଳ ୭ଟା।	[666, 1171, 884, 1228]
city-heading: ଜଗତସିଂହପୁର	[894, 803, 998, 827]
event-item: ■ ଜାତୀୟ କଂଗ୍ରେସ କର୍ମୀ ସମ୍ମିଳନୀ, ସ୍ଥାନ: ଉମରକୋଟ, ସମୟ: ପୂର୍ବାହ୍ନ ୧୧ଟା।	[454, 327, 672, 365]
event-item: ■ ମା' ଚଣ୍ଡୀ ଠାକୁରାଣୀ ଯାତ୍ରା, ସ୍ଥାନ: ଚମ୍ପୁଆ, ସମୟ: ସକାଳ ୭ଟା ୩୦।	[244, 592, 462, 630]
event-item: ■ ଭାରତୀୟ ସଂସ୍କୃତି ଓ 'ସାଂସ୍କୃତିକ' ସଂଗ୍ରାମର ଉଦ୍‌ଘାଟନୀ, ସ୍ଥାନ: ରାଷ୍ଟ୍ରୀୟ ଲଳିତ କଳା ଏକାଡେମୀ, ସମୟ: ଅପରାହ୍ନ ୫ଟା।	[14, 630, 232, 687]
event-item: ■ ଷ୍ଟ୍ରଙ୍ଗରୁମ ପରିଦର୍ଶନ, ସ୍ଥାନ: ଅନୁଗୋଳ, ସମୟ: ପୂର୍ବାହ୍ନ ୧୧ଟା।	[894, 393, 1112, 431]
story-body	[230, 1574, 438, 1692]
page-number: ୪	[1423, 10, 1449, 56]
sign-prediction: ଧୈର୍ଯ୍ୟ ଧରି କାର୍ଯ୍ୟ କଲେ ସଫଳତା ପାଇବେ। ନୂତନ ଯୋଜନା ଆରମ୍ଭ କରିବା ପାଇଁ ଦିନଟି ଶୁଭ। ଋଣ ଆଦାୟ ହେବ।	[1228, 884, 1464, 936]
color-dot	[1200, 2313, 1210, 2323]
